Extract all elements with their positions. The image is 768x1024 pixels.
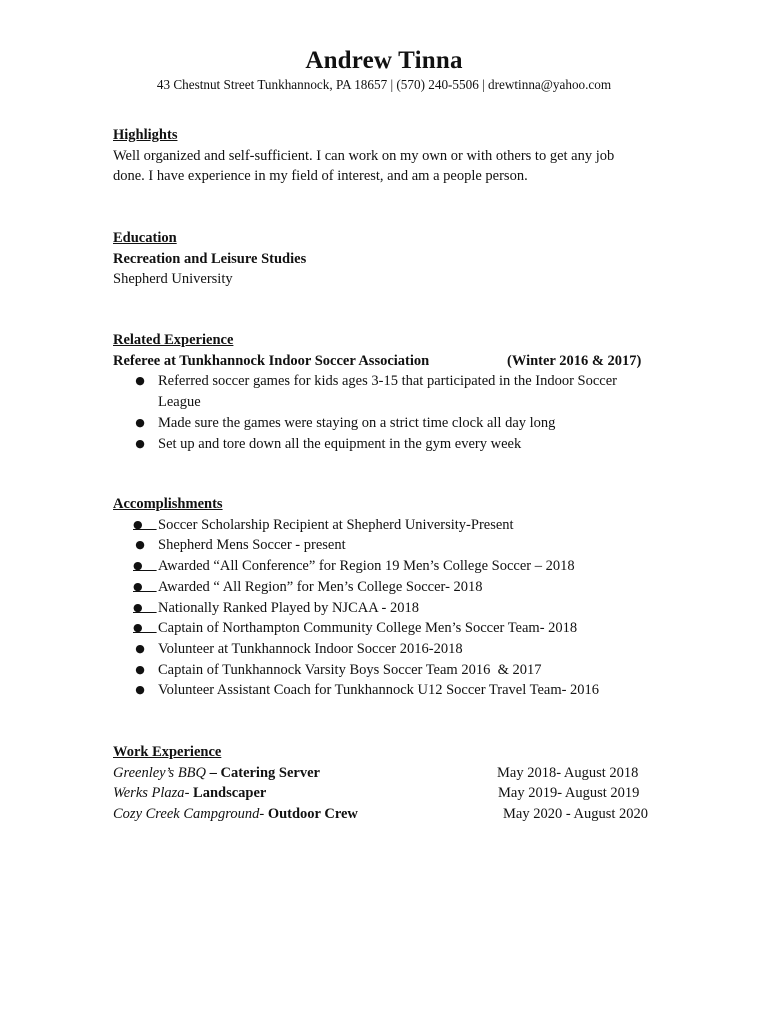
bullet-icon: ● — [135, 538, 145, 552]
highlights-line: done. I have experience in my field of interest, and am a people person. — [113, 168, 528, 185]
job-title-row — [113, 351, 653, 372]
list-item: ● Volunteer Assistant Coach for Tunkhannock U12 Soccer Travel Team- 2016 — [113, 680, 673, 701]
list-item: ● Nationally Ranked Played by NJCAA - 2018 — [113, 598, 673, 619]
list-item: ● Shepherd Mens Soccer - present — [113, 535, 673, 556]
bullet-icon: ● — [133, 600, 157, 614]
bullet-icon: ● — [133, 559, 157, 573]
work-row: Greenley’s BBQ – Catering Server May 2018- August 2018 — [113, 763, 673, 784]
job-dates: (Winter 2016 & 2017) — [507, 352, 642, 369]
accomplishments-heading: Accomplishments — [113, 496, 223, 512]
work-dates: May 2020 - August 2020 — [503, 806, 648, 823]
highlights-heading: Highlights — [113, 127, 178, 143]
bullet-icon: ● — [135, 683, 145, 697]
employer: Cozy Creek Campground — [113, 806, 260, 823]
work-dates: May 2019- August 2019 — [498, 785, 640, 802]
bullet-icon: ● — [135, 662, 145, 676]
work-row: Cozy Creek Campground- Outdoor Crew May 2020 - August 2020 — [113, 804, 673, 825]
bullet-icon: ● — [135, 415, 145, 429]
list-item: ● Awarded “All Conference” for Region 19 Men’s College Soccer – 2018 — [113, 556, 673, 577]
role: Outdoor Crew — [267, 806, 358, 823]
contact-line: 43 Chestnut Street Tunkhannock, PA 18657 | (570) 240-5506 | drewtinna@yahoo.com — [156, 77, 612, 92]
bullet-icon: ● — [135, 436, 145, 450]
candidate-name: Andrew Tinna — [305, 47, 463, 74]
work-experience-heading: Work Experience — [113, 744, 222, 760]
role: Landscaper — [193, 785, 267, 802]
list-item: ● Captain of Tunkhannock Varsity Boys Soccer Team 2016 & 2017 — [113, 660, 673, 681]
list-item: ● Referred soccer games for kids ages 3-15 that participated in the Indoor Soccer League — [135, 373, 617, 411]
work-experience-section — [113, 742, 673, 825]
related-experience-heading: Related Experience — [113, 332, 234, 348]
job-title: Referee at Tunkhannock Indoor Soccer Association — [113, 352, 430, 369]
school: Shepherd University — [113, 271, 233, 288]
list-item: ● Set up and tore down all the equipment in the gym every week — [113, 434, 653, 455]
bullet-icon: ● — [135, 641, 145, 655]
bullet-icon: ● — [133, 579, 157, 593]
highlights-line: Well organized and self-sufficient. I can work on my own or with others to get any job — [113, 147, 615, 164]
bullet-icon: ● — [133, 621, 157, 635]
employer: Werks Plaza — [113, 785, 185, 802]
list-item: ● Soccer Scholarship Recipient at Shepherd University-Present — [113, 515, 673, 536]
degree: Recreation and Leisure Studies — [113, 250, 307, 267]
work-dates: May 2018- August 2018 — [497, 764, 639, 781]
list-item: ● Captain of Northampton Community College Men’s Soccer Team- 2018 — [113, 618, 673, 639]
accomplishments-list — [113, 515, 673, 701]
duties-list — [113, 371, 653, 454]
employer: Greenley’s BBQ — [113, 764, 207, 781]
bullet-icon: ● — [133, 517, 157, 531]
work-row: Werks Plaza- Landscaper May 2019- August 2019 — [113, 783, 673, 804]
accomplishments-section — [113, 494, 673, 701]
list-item: ● Volunteer at Tunkhannock Indoor Soccer 2016-2018 — [113, 639, 673, 660]
bullet-icon: ● — [135, 374, 145, 388]
highlights-section — [113, 125, 653, 187]
related-experience-section — [113, 330, 653, 454]
education-heading: Education — [113, 230, 177, 246]
role: Catering Server — [220, 764, 320, 781]
list-item: ● Awarded “ All Region” for Men’s College Soccer- 2018 — [113, 577, 673, 598]
education-section — [113, 228, 653, 290]
list-item: ● Made sure the games were staying on a strict time clock all day long — [113, 413, 653, 434]
